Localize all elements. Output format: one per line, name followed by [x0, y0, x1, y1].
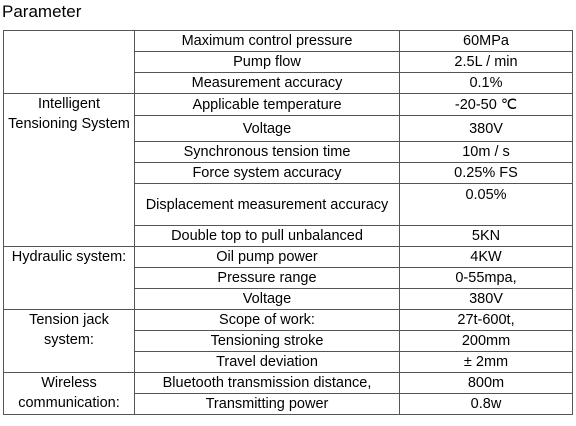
param-name-cell: Pressure range [135, 268, 400, 289]
param-value-cell: -20-50 ℃ [400, 94, 573, 116]
param-name-cell: Tensioning stroke [135, 331, 400, 352]
param-name-cell: Transmitting power [135, 394, 400, 415]
param-value-cell: 380V [400, 116, 573, 142]
param-value-cell: 0.8w [400, 394, 573, 415]
param-name-cell: Travel deviation [135, 352, 400, 373]
param-value-cell: 2.5L / min [400, 52, 573, 73]
param-name-cell: Voltage [135, 116, 400, 142]
group-label-cell: Hydraulic system: [4, 247, 135, 310]
param-name-cell: Pump flow [135, 52, 400, 73]
param-name-cell: Applicable temperature [135, 94, 400, 116]
param-name-cell: Maximum control pressure [135, 31, 400, 52]
group-label-cell: Wireless communication: [4, 373, 135, 415]
param-name-cell: Scope of work: [135, 310, 400, 331]
param-name-cell: Oil pump power [135, 247, 400, 268]
group-label-cell [4, 31, 135, 94]
param-name-cell: Force system accuracy [135, 163, 400, 184]
param-name-cell: Bluetooth transmission distance, [135, 373, 400, 394]
param-name-cell: Synchronous tension time [135, 142, 400, 163]
table-row [4, 31, 573, 52]
param-value-cell: 800m [400, 373, 573, 394]
param-value-cell: 0-55mpa, [400, 268, 573, 289]
param-value-cell: 60MPa [400, 31, 573, 52]
table-row [4, 247, 573, 268]
param-value-cell: 5KN [400, 226, 573, 247]
param-name-cell: Displacement measurement accuracy [135, 184, 400, 226]
section-heading: Parameter [2, 2, 82, 21]
param-name-cell: Measurement accuracy [135, 73, 400, 94]
table-row [4, 373, 573, 394]
param-value-cell: 4KW [400, 247, 573, 268]
param-name-cell: Double top to pull unbalanced [135, 226, 400, 247]
table-row [4, 94, 573, 116]
group-label-cell: Tension jack system: [4, 310, 135, 373]
param-value-cell: ± 2mm [400, 352, 573, 373]
param-name-cell: Voltage [135, 289, 400, 310]
group-label-cell: Intelligent Tensioning System [4, 94, 135, 247]
param-value-cell: 27t-600t, [400, 310, 573, 331]
param-value-cell: 380V [400, 289, 573, 310]
table-row [4, 310, 573, 331]
param-value-cell: 200mm [400, 331, 573, 352]
parameter-table [3, 30, 573, 415]
param-value-cell: 0.05% [400, 184, 573, 226]
param-value-cell: 0.1% [400, 73, 573, 94]
param-value-cell: 0.25% FS [400, 163, 573, 184]
param-value-cell: 10m / s [400, 142, 573, 163]
